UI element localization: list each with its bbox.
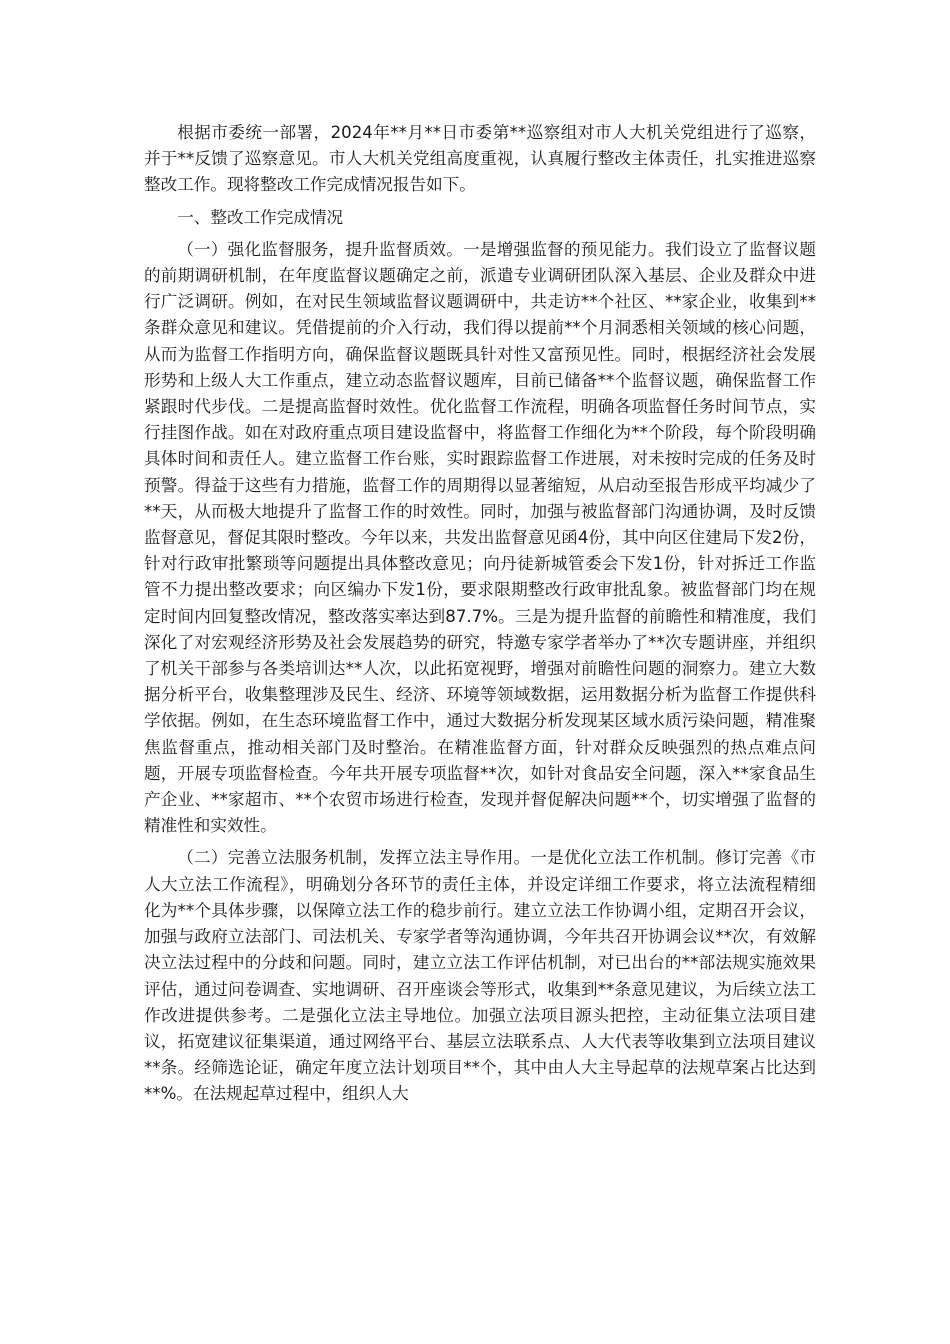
part-one-paragraph: （一）强化监督服务，提升监督质效。一是增强监督的预见能力。我们设立了监督议题的前期调研机制，在年度监督议题确定之前，派遣专业调研团队深入基层、企业及群众中进行广泛调研。例如，在对民生领域监督议题调研中，共走访**个社区、**家企业，收集到**条群众意见和建议。凭借提前的介入行动，我们得以提前**个月洞悉相关领域的核心问题，从而为监督工作指明方向，确保监督议题既具针对性又富预见性。同时，根据经济社会发展形势和上级人大工作重点，建立动态监督议题库，目前已储备**个监督议题，确保监督工作紧跟时代步伐。二是提高监督时效性。优化监督工作流程，明确各项监督任务时间节点，实行挂图作战。如在对政府重点项目建设监督中，将监督工作细化为**个阶段，每个阶段明确具体时间和责任人。建立监督工作台账，实时跟踪监督工作进展，对未按时完成的任务及时预警。得益于这些有力措施，监督工作的周期得以显著缩短，从启动至报告形成平均减少了**天，从而极大地提升了监督工作的时效性。同时，加强与被监督部门沟通协调，及时反馈监督意见，督促其限时整改。今年以来，共发出监督意见函4份，其中向区住建局下发2份，针对行政审批繁琐等问题提出具体整改意见；向丹徒新城管委会下发1份，针对拆迁工作监管不力提出整改要求；向区编办下发1份，要求限期整改行政审批乱象。被监督部门均在规定时间内回复整改情况，整改落实率达到87.7%。三是为提升监督的前瞻性和精准度，我们深化了对宏观经济形势及社会发展趋势的研究，特邀专家学者举办了**次专题讲座，并组织了机关干部参与各类培训达**人次，以此拓宽视野，增强对前瞻性问题的洞察力。建立大数据分析平台，收集整理涉及民生、经济、环境等领域数据，运用数据分析为监督工作提供科学依据。例如，在生态环境监督工作中，通过大数据分析发现某区域水质污染问题，精准聚焦监督重点，推动相关部门及时整治。在精准监督方面，针对群众反映强烈的热点难点问题，开展专项监督检查。今年共开展专项监督**次，如针对食品安全问题，深入**家食品生产企业、**家超市、**个农贸市场进行检查，发现并督促解决问题**个，切实增强了监督的精准性和实效性。 [144,239,816,836]
document-body [144,120,816,1108]
part-two-paragraph: （二）完善立法服务机制，发挥立法主导作用。一是优化立法工作机制。修订完善《市人大立法工作流程》，明确划分各环节的责任主体，并设定详细工作要求，将立法流程精细化为**个具体步骤，以保障立法工作的稳步前行。建立立法工作协调小组，定期召开会议，加强与政府立法部门、司法机关、专家学者等沟通协调，今年共召开协调会议**次，有效解决立法过程中的分歧和问题。同时，建立立法工作评估机制，对已出台的**部法规实施效果评估，通过问卷调查、实地调研、召开座谈会等形式，收集到**条意见建议，为后续立法工作改进提供参考。二是强化立法主导地位。加强立法项目源头把控，主动征集立法项目建议，拓宽建议征集渠道，通过网络平台、基层立法联系点、人大代表等收集到立法项目建议**条。经筛选论证，确定年度立法计划项目**个，其中由人大主导起草的法规草案占比达到**%。在法规起草过程中，组织人大 [144,848,816,1104]
section-heading: 一、整改工作完成情况 [177,207,344,227]
intro-paragraph: 根据市委统一部署，2024年**月**日市委第**巡察组对市人大机关党组进行了巡察，并于**反馈了巡察意见。市人大机关党组高度重视，认真履行整改主体责任，扎实推进巡察整改工作。现将整改工作完成情况报告如下。 [144,123,816,195]
